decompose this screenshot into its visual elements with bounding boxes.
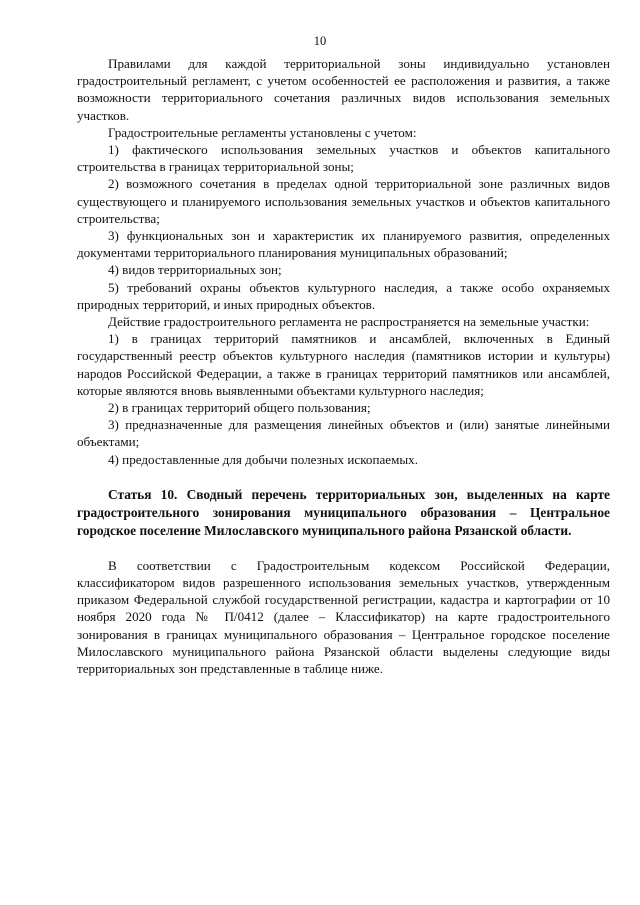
list-item-possible-combination: 2) возможного сочетания в пределах одной территориальной зоне различных видов существующего и планируемого использования земельных участков и объектов капитального строительства;	[77, 176, 610, 226]
page-content	[77, 55, 610, 677]
paragraph-regulations-basis: Градостроительные регламенты установлены с учетом:	[108, 124, 417, 140]
article-body-paragraph: В соответствии с Градостроительным кодексом Российской Федерации, классификатором видов разрешенного использования земельных участков, утвержденным приказом Федеральной службой государственной регистрации, кадастра и картографии от 10 ноября 2020 года № П/0412 (далее – Классификатор) на карте градостроительного зонирования в границах муниципального образования – Центральное городское поселение Милославского муниципального района Рязанской области выделены следующие виды территориальных зон представленные в таблице ниже.	[77, 557, 610, 677]
list-item-public-territories: 2) в границах территорий общего пользования;	[108, 400, 371, 416]
list-item-heritage-protection: 5) требований охраны объектов культурного наследия, а также особо охраняемых природных территорий, и иных природных объектов.	[77, 279, 610, 312]
paragraph-regulations-intro: Правилами для каждой территориальной зоны индивидуально установлен градостроительный регламент, с учетом особенностей ее расположения и развития, а также возможности территориального сочетания различных видов использования земельных участков.	[77, 56, 610, 123]
list-item-zone-types: 4) видов территориальных зон;	[108, 262, 282, 278]
list-item-functional-zones: 3) функциональных зон и характеристик их планируемого развития, определенных документами территориального планирования муниципальных образований;	[77, 228, 610, 261]
article-heading: Статья 10. Сводный перечень территориальных зон, выделенных на карте градостроительного зонирования муниципального образования – Центральное городское поселение Милославского муниципального района Рязанской области.	[77, 486, 610, 538]
page-number: 10	[313, 34, 327, 48]
list-item-linear-objects: 3) предназначенные для размещения линейных объектов и (или) занятые линейными объектами;	[77, 417, 610, 450]
list-item-monument-territories: 1) в границах территорий памятников и ансамблей, включенных в Единый государственный реестр объектов культурного наследия (памятников истории и культуры) народов Российской Федерации, а также в границах территорий памятников или ансамблей, которые являются вновь выявленными объектами культурного наследия;	[77, 331, 610, 398]
list-item-mineral-extraction: 4) предоставленные для добычи полезных ископаемых.	[108, 451, 418, 467]
list-item-actual-use: 1) фактического использования земельных участков и объектов капитального строительства в границах территориальной зоны;	[77, 142, 610, 175]
paragraph-regulation-exclusions: Действие градостроительного регламента не распространяется на земельные участки:	[108, 314, 590, 330]
